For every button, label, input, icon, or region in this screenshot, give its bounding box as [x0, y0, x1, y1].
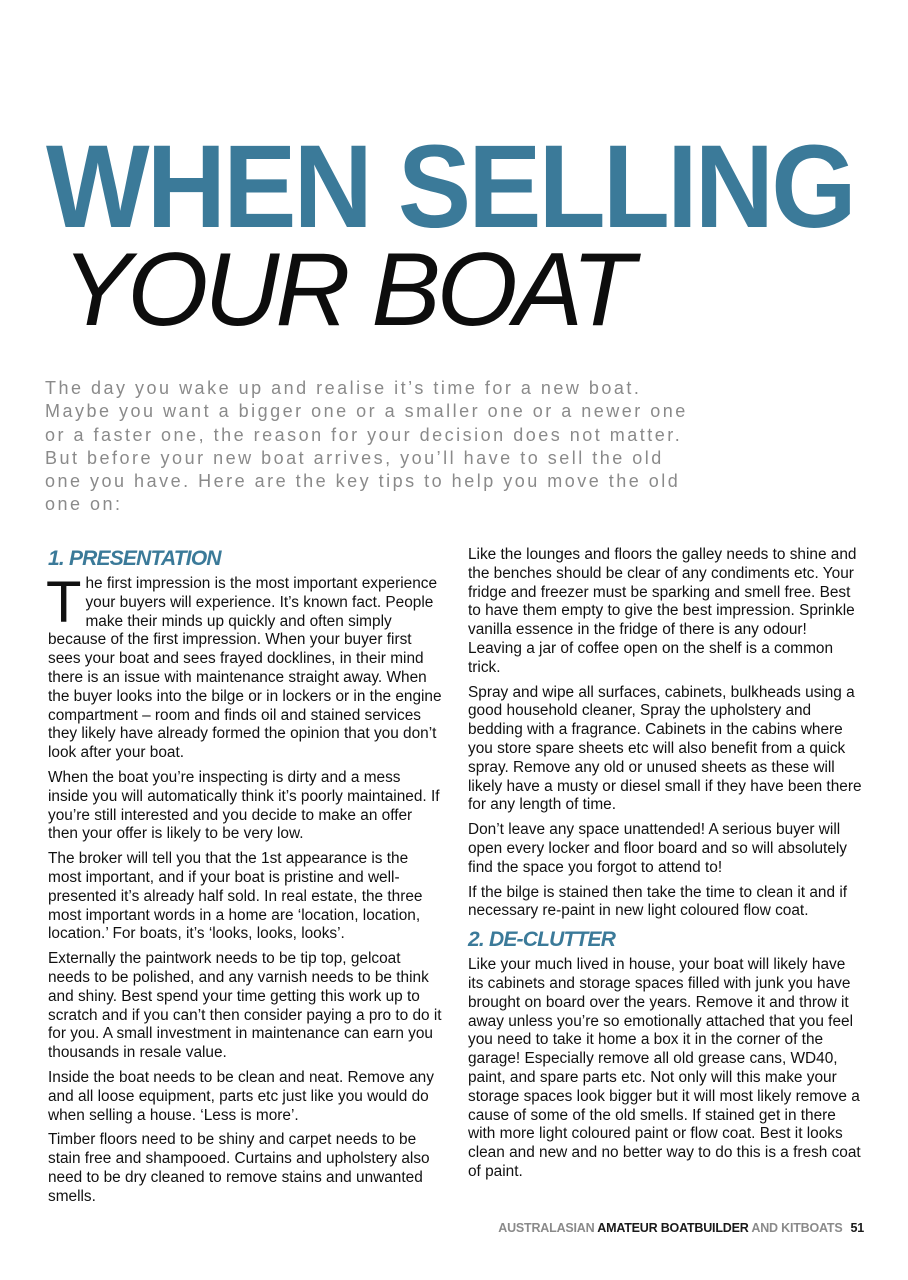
intro-paragraph: The day you wake up and realise it’s time for a new boat. Maybe you want a bigger one or a smaller one or a newer one or a faster one, the reason for your decision does not matter. But before your new boat arrives, you’ll have to sell the old one you have. Here are the key tips to help you move the old one on:	[45, 378, 688, 515]
headline-line-1: WHEN SELLING	[46, 121, 854, 253]
body-paragraph: Like the lounges and floors the galley needs to shine and the benches should be clear of any condiments etc. Your fridge and freezer must be sparking and smell free. Best to have them empty to give the best impression. Sprinkle vanilla essence in the fridge of there is any odour! Leaving a jar of coffee open on the shelf is a common trick.	[468, 546, 857, 676]
body-paragraph: Timber floors need to be shiny and carpet needs to be stain free and shampooed. Curtains and upholstery also need to be dry cleaned to remove stains and unwanted smells.	[48, 1131, 430, 1205]
left-column	[48, 546, 444, 1213]
section-heading-presentation: 1. PRESENTATION	[48, 547, 221, 570]
body-paragraph	[46, 570, 444, 763]
body-paragraph: Like your much lived in house, your boat will likely have its cabinets and storage spaces filled with junk you have brought on board over the years. Remove it and throw it away unless you’re so emotionally attached that you feel you need to take it home a box it in the corner of the garage! Especially remove all old grease cans, WD40, paint, and spare parts etc. Not only will this make your storage spaces look bigger but it will most likely remove a cause of some of the old smells. If stained get in there with more light coloured paint or flow coat. Best it looks clean and new and no better way to do this is a fresh coat of paint.	[468, 956, 861, 1180]
footer-publication-name: AMATEUR BOATBUILDER	[597, 1221, 749, 1235]
footer-publication-prefix: AUSTRALASIAN	[498, 1221, 598, 1235]
body-paragraph: The broker will tell you that the 1st appearance is the most important, and if your boat is pristine and well-presented it’s already half sold. In real estate, the three most important words in a home are ‘location, location, location.’ For boats, it’s ‘looks, looks, looks’.	[48, 850, 423, 943]
section-heading-declutter: 2. DE-CLUTTER	[468, 928, 616, 952]
body-paragraph: Inside the boat needs to be clean and neat. Remove any and all loose equipment, parts etc just like you would do when selling a house. ‘Less is more’.	[48, 1068, 434, 1124]
body-paragraph: Externally the paintwork needs to be tip top, gelcoat needs to be polished, and any varnish needs to be think and shiny. Best spend your time getting this work up to scratch and if you can’t then consider paying a pro to do it for you. A small investment in maintenance can earn you thousands in resale value.	[48, 950, 442, 1062]
headline-line-2: YOUR BOAT	[62, 232, 631, 348]
body-paragraph: When the boat you’re inspecting is dirty and a mess inside you will automatically think it’s poorly maintained. If you’re still interested and you decide to make an offer then your offer is likely to be very low.	[48, 768, 440, 843]
drop-cap: T	[46, 570, 82, 635]
body-paragraph: If the bilge is stained then take the time to clean it and if necessary re-paint in new light coloured flow coat.	[468, 883, 848, 920]
footer-publication-suffix: AND KITBOATS	[748, 1221, 843, 1235]
paragraph-text: he first impression is the most important experience your buyers will experience. It’s known fact. People make their minds up quickly and often simply because of the first impression. When your buyer first sees your boat and sees frayed docklines, in their mind there is an issue with maintenance straight away. When the buyer looks into the bilge or in lockers or in the engine compartment – room and finds oil and stained services they likely have already formed the opinion that you don’t look after your boat.	[48, 575, 442, 762]
right-column	[468, 546, 864, 1188]
body-paragraph: Spray and wipe all surfaces, cabinets, bulkheads using a good household cleaner, Spray the upholstery and bedding with a fragrance. Cabinets in the cabins where you store spare sheets etc will also benefit from a quick spray. Remove any old or unused sheets as these will likely have a musty or diesel small if they have been there for any length of time.	[468, 683, 862, 814]
page-footer	[498, 1221, 864, 1235]
body-paragraph: Don’t leave any space unattended! A serious buyer will open every locker and floor board and so will absolutely find the space you forgot to attend to!	[468, 821, 848, 876]
page-number: 51	[850, 1221, 864, 1235]
